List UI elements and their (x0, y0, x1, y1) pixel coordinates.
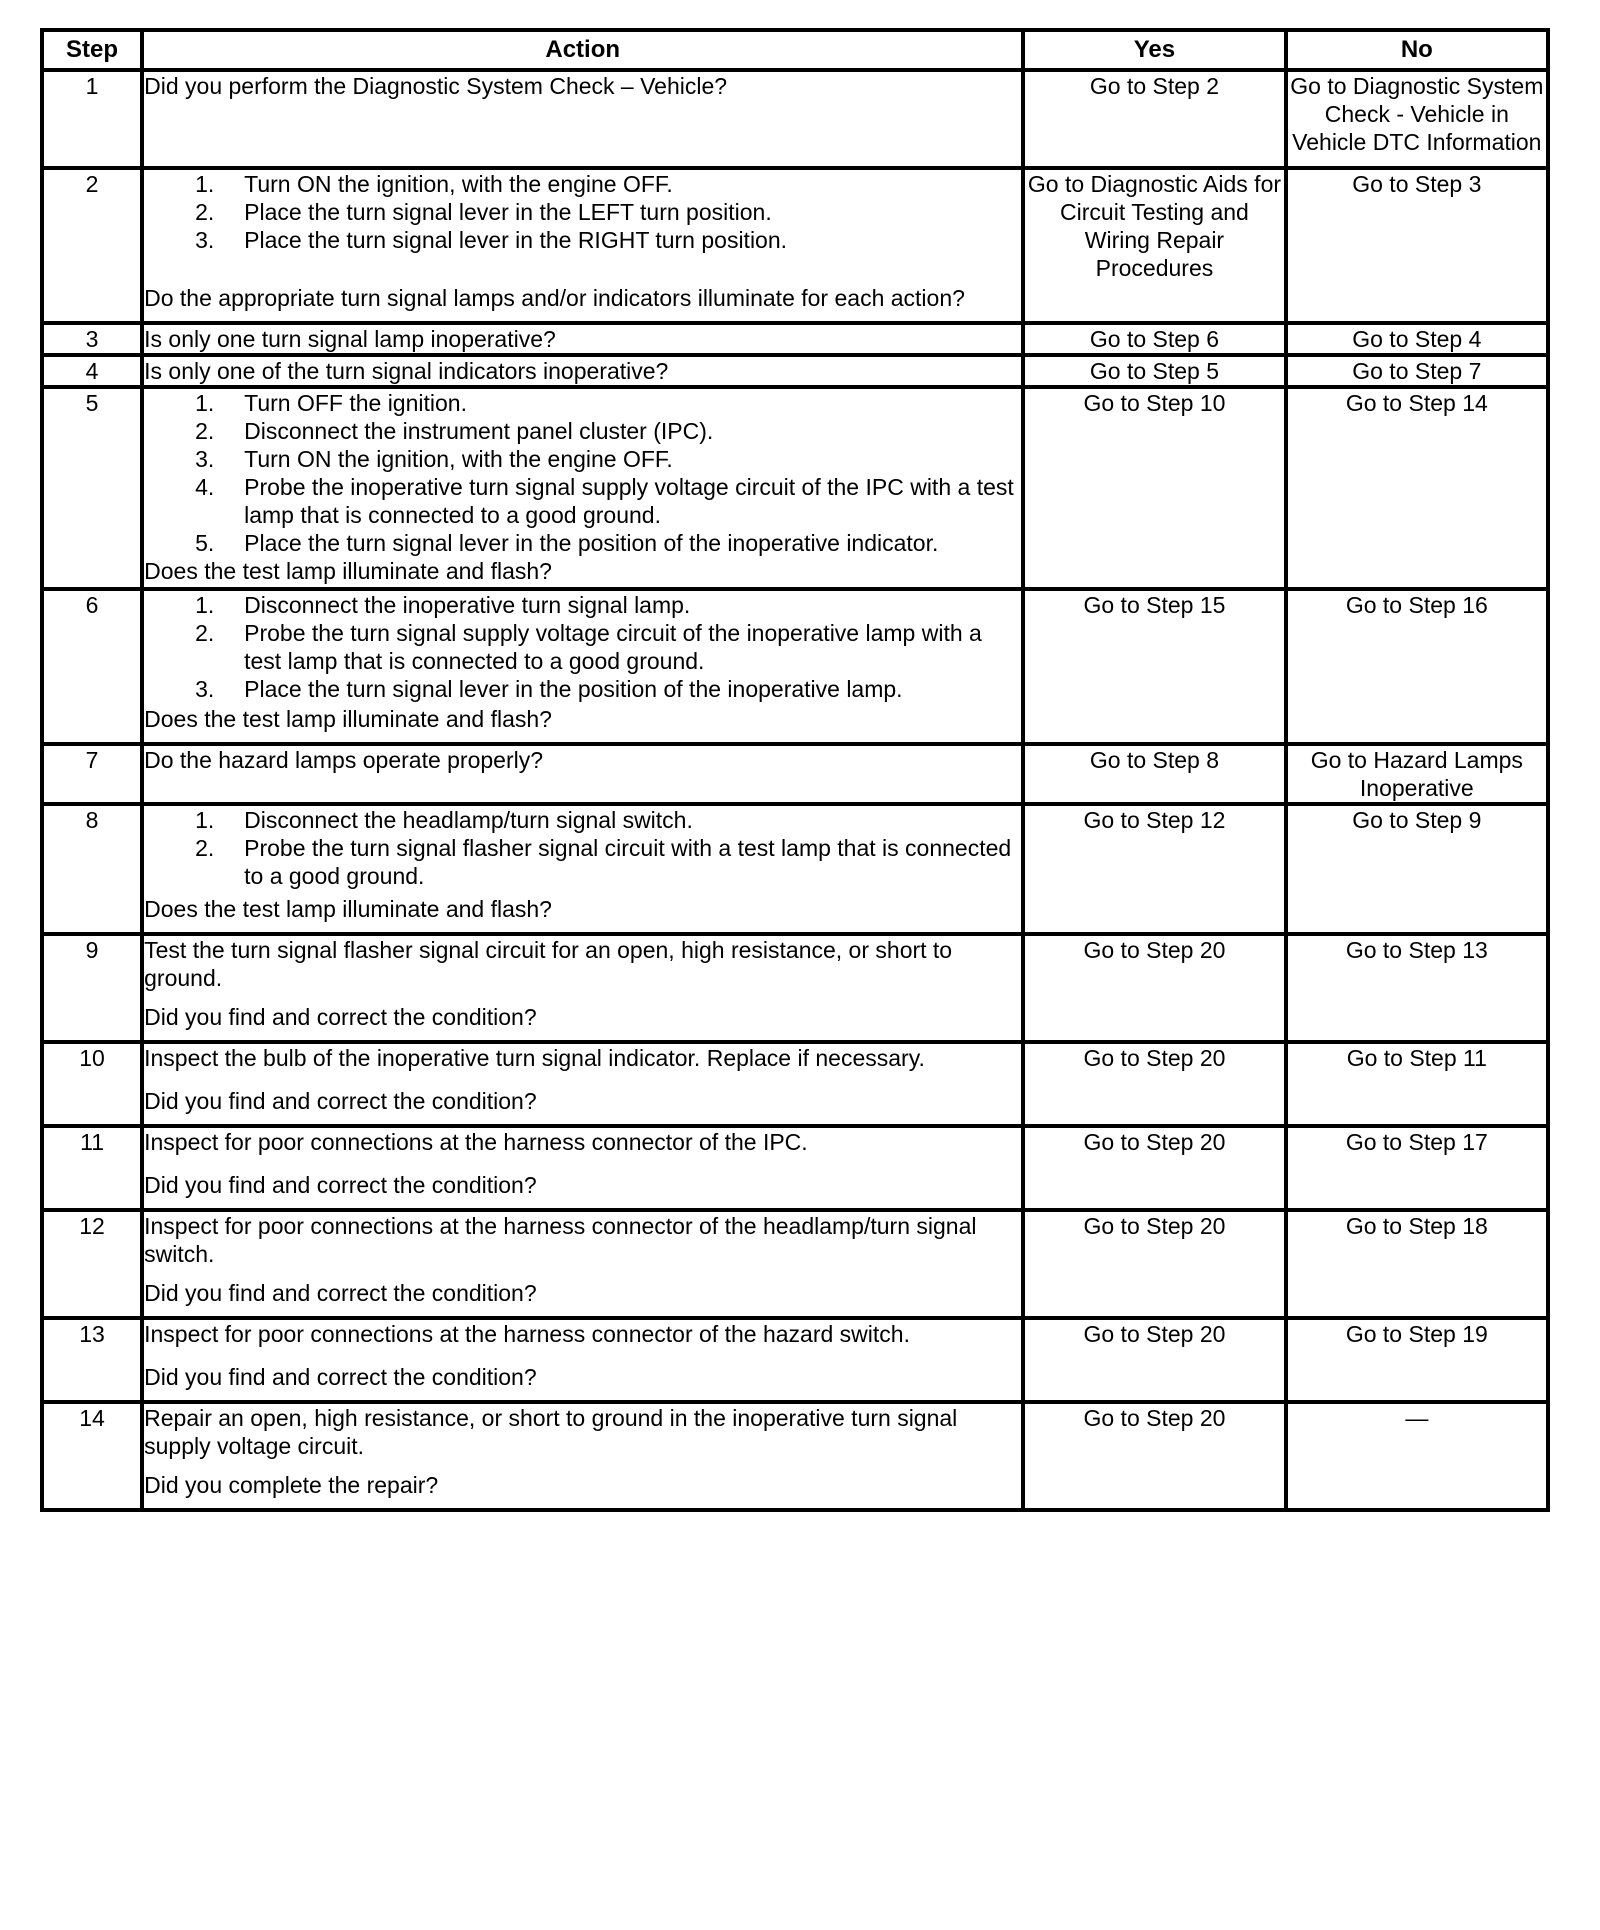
action-text: Inspect the bulb of the inoperative turn signal indicator. Replace if necessary. (144, 1045, 925, 1071)
table-row (42, 168, 1548, 323)
table-row (42, 1126, 1548, 1210)
step-number: 8 (42, 804, 142, 934)
header-row (42, 30, 1548, 70)
yes-result: Go to Step 2 (1023, 70, 1285, 168)
list-item-number: 1. (195, 171, 215, 197)
action-steps-list (144, 806, 1021, 890)
list-item-number: 2. (195, 620, 215, 646)
yes-result: Go to Step 20 (1023, 1318, 1285, 1402)
table-row (42, 1210, 1548, 1318)
action-question: Did you find and correct the condition? (144, 1172, 537, 1198)
header-yes: Yes (1023, 30, 1285, 70)
table-row (42, 1042, 1548, 1126)
action-question: Does the test lamp illuminate and flash? (144, 706, 552, 732)
step-number: 13 (42, 1318, 142, 1402)
action-cell (142, 1402, 1023, 1510)
list-item (144, 806, 1021, 834)
step-number: 2 (42, 168, 142, 323)
no-result: Go to Diagnostic System Check - Vehicle in Vehicle DTC Information (1286, 70, 1548, 168)
no-result: Go to Step 3 (1286, 168, 1548, 323)
table-row (42, 1318, 1548, 1402)
list-item (144, 417, 1021, 445)
step-number: 3 (42, 323, 142, 355)
list-item-text: Probe the inoperative turn signal supply voltage circuit of the IPC with a test lamp that is connected to a good ground. (244, 474, 1014, 528)
no-result: Go to Step 13 (1286, 934, 1548, 1042)
action-cell (142, 1210, 1023, 1318)
action-cell (142, 70, 1023, 168)
header-action: Action (142, 30, 1023, 70)
step-number: 12 (42, 1210, 142, 1318)
no-result: Go to Step 19 (1286, 1318, 1548, 1402)
yes-result: Go to Step 12 (1023, 804, 1285, 934)
step-number: 9 (42, 934, 142, 1042)
list-item-number: 1. (195, 807, 215, 833)
no-result: Go to Step 4 (1286, 323, 1548, 355)
list-item (144, 473, 1021, 529)
list-item (144, 675, 1021, 703)
yes-result: Go to Step 8 (1023, 744, 1285, 804)
yes-result: Go to Step 20 (1023, 1042, 1285, 1126)
action-cell (142, 804, 1023, 934)
action-text: Is only one of the turn signal indicators inoperative? (144, 358, 669, 384)
list-item-text: Turn OFF the ignition. (244, 390, 467, 416)
list-item-text: Probe the turn signal supply voltage circuit of the inoperative lamp with a test lamp that is connected to a good ground. (244, 620, 982, 674)
no-result: Go to Step 16 (1286, 589, 1548, 744)
yes-result: Go to Step 20 (1023, 1210, 1285, 1318)
list-item (144, 170, 1021, 198)
step-number: 1 (42, 70, 142, 168)
table-row (42, 589, 1548, 744)
action-cell (142, 1318, 1023, 1402)
no-result: Go to Step 18 (1286, 1210, 1548, 1318)
action-cell (142, 1042, 1023, 1126)
list-item (144, 834, 1021, 890)
action-question: Does the test lamp illuminate and flash? (144, 896, 552, 922)
action-cell (142, 744, 1023, 804)
step-number: 11 (42, 1126, 142, 1210)
action-question: Do the appropriate turn signal lamps and/or indicators illuminate for each action? (144, 285, 965, 311)
action-steps-list (144, 170, 1021, 254)
yes-result: Go to Step 15 (1023, 589, 1285, 744)
action-cell (142, 1126, 1023, 1210)
table-row (42, 934, 1548, 1042)
action-question: Did you find and correct the condition? (144, 1088, 537, 1114)
list-item-number: 3. (195, 227, 215, 253)
action-cell (142, 355, 1023, 387)
table-row (42, 70, 1548, 168)
diagnostic-table (40, 28, 1550, 1512)
step-number: 10 (42, 1042, 142, 1126)
action-question: Did you complete the repair? (144, 1472, 439, 1498)
list-item-number: 2. (195, 418, 215, 444)
yes-result: Go to Step 20 (1023, 1402, 1285, 1510)
list-item-text: Disconnect the instrument panel cluster (IPC). (244, 418, 714, 444)
table-row (42, 744, 1548, 804)
no-result: Go to Step 9 (1286, 804, 1548, 934)
list-item-number: 1. (195, 592, 215, 618)
list-item-text: Probe the turn signal flasher signal circuit with a test lamp that is connected to a good ground. (244, 835, 1012, 889)
list-item (144, 445, 1021, 473)
no-result: — (1286, 1402, 1548, 1510)
yes-result: Go to Step 6 (1023, 323, 1285, 355)
list-item-text: Disconnect the headlamp/turn signal switch. (244, 807, 693, 833)
list-item (144, 198, 1021, 226)
list-item-text: Place the turn signal lever in the RIGHT turn position. (244, 227, 788, 253)
list-item-text: Place the turn signal lever in the position of the inoperative lamp. (244, 676, 903, 702)
table-row (42, 323, 1548, 355)
list-item (144, 619, 1021, 675)
table-row (42, 804, 1548, 934)
action-text: Repair an open, high resistance, or short to ground in the inoperative turn signal supply voltage circuit. (144, 1405, 958, 1459)
list-item-number: 1. (195, 390, 215, 416)
step-number: 6 (42, 589, 142, 744)
list-item-text: Place the turn signal lever in the LEFT turn position. (244, 199, 772, 225)
list-item (144, 389, 1021, 417)
list-item (144, 591, 1021, 619)
no-result: Go to Step 11 (1286, 1042, 1548, 1126)
header-step: Step (42, 30, 142, 70)
list-item-text: Turn ON the ignition, with the engine OFF. (244, 446, 673, 472)
yes-result: Go to Diagnostic Aids for Circuit Testing and Wiring Repair Procedures (1023, 168, 1285, 323)
step-number: 5 (42, 387, 142, 589)
step-number: 7 (42, 744, 142, 804)
action-text: Did you perform the Diagnostic System Check – Vehicle? (144, 73, 728, 99)
list-item-number: 3. (195, 676, 215, 702)
action-cell (142, 589, 1023, 744)
list-item (144, 529, 1021, 557)
action-text: Inspect for poor connections at the harness connector of the headlamp/turn signal switch. (144, 1213, 977, 1267)
yes-result: Go to Step 10 (1023, 387, 1285, 589)
no-result: Go to Step 17 (1286, 1126, 1548, 1210)
action-text: Inspect for poor connections at the harness connector of the IPC. (144, 1129, 808, 1155)
header-no: No (1286, 30, 1548, 70)
table-row (42, 355, 1548, 387)
yes-result: Go to Step 20 (1023, 1126, 1285, 1210)
action-cell (142, 168, 1023, 323)
no-result: Go to Hazard Lamps Inoperative (1286, 744, 1548, 804)
yes-result: Go to Step 5 (1023, 355, 1285, 387)
action-steps-list (144, 389, 1021, 557)
no-result: Go to Step 7 (1286, 355, 1548, 387)
list-item-number: 2. (195, 835, 215, 861)
list-item (144, 226, 1021, 254)
list-item-number: 4. (195, 474, 215, 500)
list-item-number: 5. (195, 530, 215, 556)
action-text: Is only one turn signal lamp inoperative? (144, 326, 556, 352)
diagnostic-table-sheet (40, 28, 1550, 1512)
action-cell (142, 934, 1023, 1042)
list-item-text: Place the turn signal lever in the position of the inoperative indicator. (244, 530, 939, 556)
list-item-text: Disconnect the inoperative turn signal lamp. (244, 592, 691, 618)
list-item-number: 3. (195, 446, 215, 472)
step-number: 4 (42, 355, 142, 387)
action-question: Did you find and correct the condition? (144, 1280, 537, 1306)
yes-result: Go to Step 20 (1023, 934, 1285, 1042)
list-item-number: 2. (195, 199, 215, 225)
action-cell (142, 387, 1023, 589)
action-question: Does the test lamp illuminate and flash? (144, 558, 552, 584)
no-result: Go to Step 14 (1286, 387, 1548, 589)
step-number: 14 (42, 1402, 142, 1510)
action-steps-list (144, 591, 1021, 703)
action-cell (142, 323, 1023, 355)
action-text: Inspect for poor connections at the harness connector of the hazard switch. (144, 1321, 910, 1347)
action-text: Test the turn signal flasher signal circuit for an open, high resistance, or short to ground. (144, 937, 953, 991)
table-row (42, 387, 1548, 589)
action-question: Did you find and correct the condition? (144, 1004, 537, 1030)
table-row (42, 1402, 1548, 1510)
list-item-text: Turn ON the ignition, with the engine OFF. (244, 171, 673, 197)
action-text: Do the hazard lamps operate properly? (144, 747, 544, 773)
action-question: Did you find and correct the condition? (144, 1364, 537, 1390)
